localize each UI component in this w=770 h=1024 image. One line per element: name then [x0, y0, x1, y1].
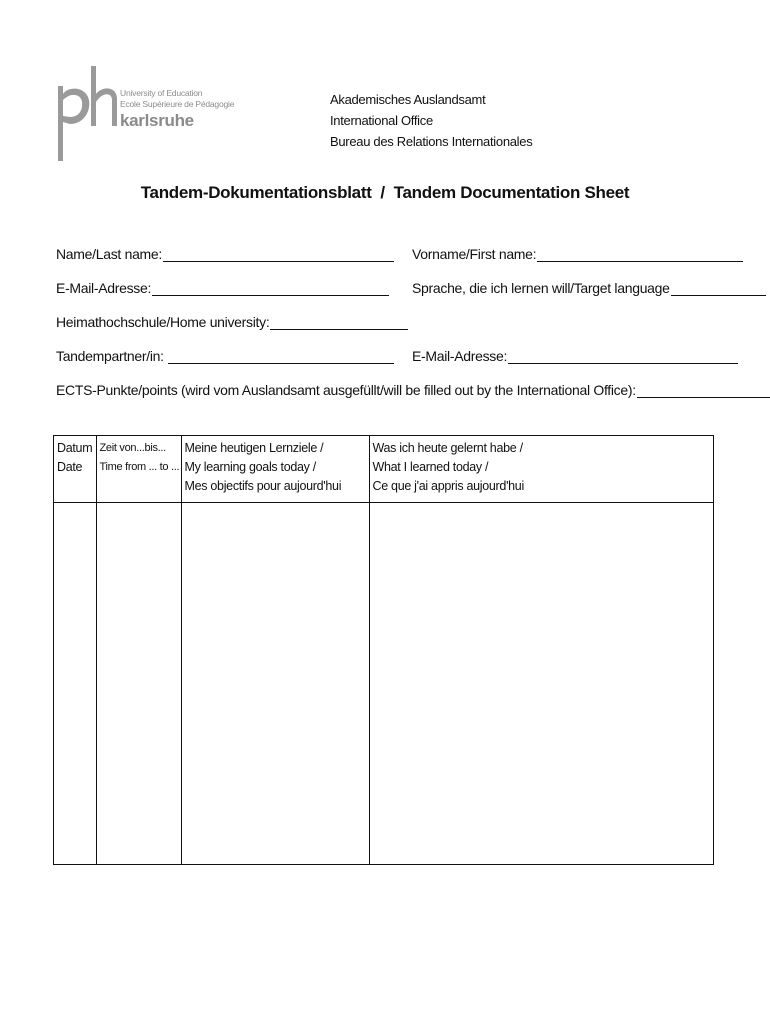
table-header-row [54, 436, 713, 503]
target-language-label: Sprache, die ich lernen will/Target language [412, 280, 670, 296]
name-label: Name/Last name: [56, 246, 162, 262]
ects-label: ECTS-Punkte/points (wird vom Auslandsamt ausgefüllt/will be filled out by the International Office): [56, 382, 636, 398]
first-name-field[interactable] [412, 246, 743, 262]
table-row [54, 503, 713, 865]
first-name-label: Vorname/First name: [412, 246, 537, 262]
ects-input-line[interactable] [637, 383, 770, 398]
email-input-line[interactable] [152, 281, 389, 296]
target-language-input-line[interactable] [671, 281, 766, 296]
first-name-input-line[interactable] [537, 247, 743, 262]
university-logo [56, 64, 235, 164]
name-input-line[interactable] [163, 247, 394, 262]
column-header-learned-fr: Ce que j'ai appris aujourd'hui [372, 479, 524, 493]
column-header-time [96, 436, 181, 503]
ph-logo-mark [56, 64, 126, 164]
logo-text [120, 88, 234, 132]
partner-email-label: E-Mail-Adresse: [412, 348, 508, 364]
logo-city: karlsruhe [120, 111, 194, 130]
name-field[interactable] [56, 246, 394, 262]
column-header-learned-de: Was ich heute gelernt habe / [372, 441, 523, 455]
logo-line-french: Ecole Supérieure de Pédagogie [120, 99, 235, 109]
email-label: E-Mail-Adresse: [56, 280, 152, 296]
column-header-goals-fr: Mes objectifs pour aujourd'hui [184, 479, 342, 493]
partner-field[interactable] [56, 348, 394, 364]
learned-cell[interactable] [369, 503, 713, 865]
column-header-goals-de: Meine heutigen Lernziele / [184, 441, 324, 455]
date-cell[interactable] [54, 503, 96, 865]
document-title: Tandem-Dokumentationsblatt / Tandem Documentation Sheet [140, 183, 630, 202]
column-header-date-en: Date [57, 460, 83, 474]
column-header-date-de: Datum [57, 441, 93, 455]
column-header-learned [369, 436, 713, 503]
column-header-date [54, 436, 96, 503]
partner-email-input-line[interactable] [508, 349, 738, 364]
home-university-input-line[interactable] [270, 315, 408, 330]
partner-input-line[interactable] [168, 349, 394, 364]
office-line-1: Akademisches Auslandsamt [330, 92, 486, 107]
goals-cell[interactable] [181, 503, 369, 865]
column-header-goals-en: My learning goals today / [184, 460, 316, 474]
home-university-field[interactable] [56, 314, 408, 330]
documentation-table [53, 435, 714, 865]
office-line-3: Bureau des Relations Internationales [330, 134, 533, 149]
office-line-2: International Office [330, 113, 433, 128]
target-language-field[interactable] [412, 280, 766, 296]
time-cell[interactable] [96, 503, 181, 865]
ects-field[interactable] [56, 382, 770, 398]
column-header-time-de: Zeit von...bis... [99, 442, 166, 454]
column-header-learned-en: What I learned today / [372, 460, 489, 474]
partner-email-field[interactable] [412, 348, 738, 364]
partner-label: Tandempartner/in: [56, 348, 164, 364]
column-header-time-en: Time from ... to ... [99, 461, 180, 473]
email-field[interactable] [56, 280, 389, 296]
home-university-label: Heimathochschule/Home university: [56, 314, 270, 330]
office-address [330, 89, 532, 152]
logo-line-english: University of Education [120, 88, 203, 98]
column-header-goals [181, 436, 369, 503]
